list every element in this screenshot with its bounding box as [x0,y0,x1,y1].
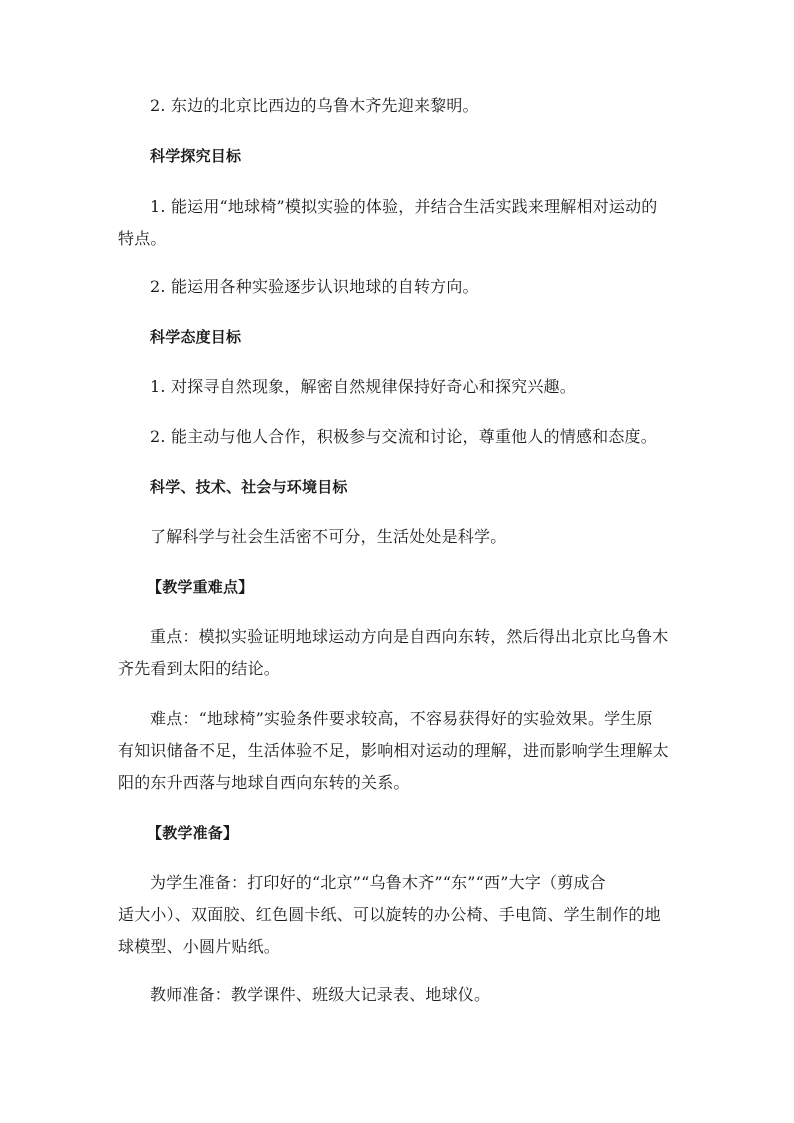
inquiry-goal-item-2: 2. 能运用各种实验逐步认识地球的自转方向。 [150,277,479,296]
section-heading-science-inquiry: 科学探究目标 [150,147,242,165]
student-preparation-line-2: 适大小）、双面胶、红色圆卡纸、可以旋转的办公椅、手电筒、学生制作的地 [118,905,661,924]
section-heading-key-difficult-points: 【教学重难点】 [147,578,254,596]
key-point-line-1: 重点：模拟实验证明地球运动方向是自西向东转，然后得出北京比乌鲁木 [150,627,669,646]
teacher-preparation: 教师准备：教学课件、班级大记录表、地球仪。 [150,985,491,1004]
section-heading-teaching-preparation: 【教学准备】 [147,824,239,842]
stse-goal-text: 了解科学与社会生活密不可分，生活处处是科学。 [150,527,507,546]
section-heading-stse: 科学、技术、社会与环境目标 [150,478,348,496]
knowledge-goal-item-2: 2. 东边的北京比西边的乌鲁木齐先迎来黎明。 [150,96,479,115]
inquiry-goal-item-1-line-2: 特点。 [118,229,167,248]
key-point-line-2: 齐先看到太阳的结论。 [118,659,281,678]
difficult-point-line-2: 有知识储备不足，生活体验不足，影响相对运动的理解，进而影响学生理解太 [118,741,669,760]
inquiry-goal-item-1-line-1: 1. 能运用“地球椅”模拟实验的体验，并结合生活实践来理解相对运动的 [150,197,658,216]
difficult-point-line-1: 难点：“地球椅”实验条件要求较高，不容易获得好的实验效果。学生原 [150,709,653,728]
student-preparation-line-1: 为学生准备：打印好的“北京”“乌鲁木齐”“东”“西”大字（剪成合 [150,873,606,892]
difficult-point-line-3: 阳的东升西落与地球自西向东转的关系。 [118,773,410,792]
attitude-goal-item-2: 2. 能主动与他人合作，积极参与交流和讨论，尊重他人的情感和态度。 [150,427,657,446]
attitude-goal-item-1: 1. 对探寻自然现象，解密自然规律保持好奇心和探究兴趣。 [150,377,576,396]
section-heading-science-attitude: 科学态度目标 [150,328,242,346]
student-preparation-line-3: 球模型、小圆片贴纸。 [118,937,281,956]
